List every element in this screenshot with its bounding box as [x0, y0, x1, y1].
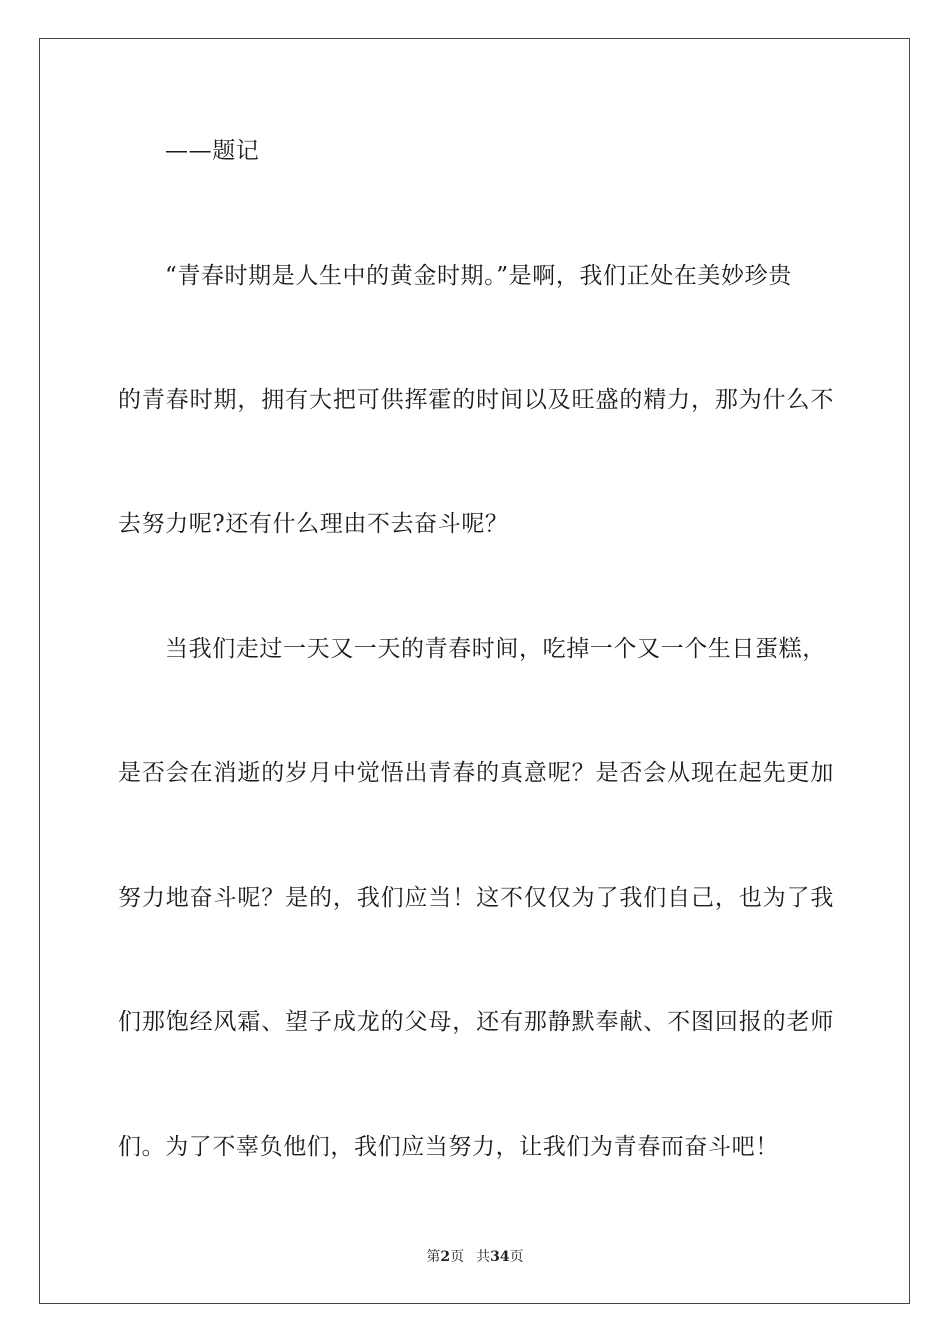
paragraph-1-line-2: 的青春时期，拥有大把可供挥霍的时间以及旺盛的精力，那为什么不	[118, 387, 834, 413]
paragraph-2-line-5: 们。为了不辜负他们，我们应当努力，让我们为青春而奋斗吧！	[118, 1134, 779, 1160]
page-border	[39, 38, 910, 1304]
paragraph-2-line-2: 是否会在消逝的岁月中觉悟出青春的真意呢？是否会从现在起先更加	[118, 760, 834, 786]
page-suffix: 页	[450, 1249, 465, 1265]
total-page-count: 34	[490, 1249, 510, 1265]
epigraph-note: ——题记	[165, 138, 260, 164]
paragraph-2-line-3: 努力地奋斗呢？是的，我们应当！这不仅仅为了我们自己，也为了我	[118, 885, 834, 911]
paragraph-1-line-1: “青春时期是人生中的黄金时期。”是啊，我们正处在美妙珍贵	[165, 263, 792, 289]
page-footer	[0, 1248, 950, 1266]
page-prefix: 第	[426, 1249, 441, 1265]
total-suffix: 页	[509, 1249, 524, 1265]
paragraph-2-line-1: 当我们走过一天又一天的青春时间，吃掉一个又一个生日蛋糕，	[165, 636, 826, 662]
paragraph-2-line-4: 们那饱经风霜、望子成龙的父母，还有那静默奉献、不图回报的老师	[118, 1009, 834, 1035]
paragraph-1-line-3: 去努力呢?还有什么理由不去奋斗呢？	[118, 511, 509, 537]
total-prefix: 共	[476, 1249, 491, 1265]
current-page-number: 2	[440, 1249, 451, 1265]
